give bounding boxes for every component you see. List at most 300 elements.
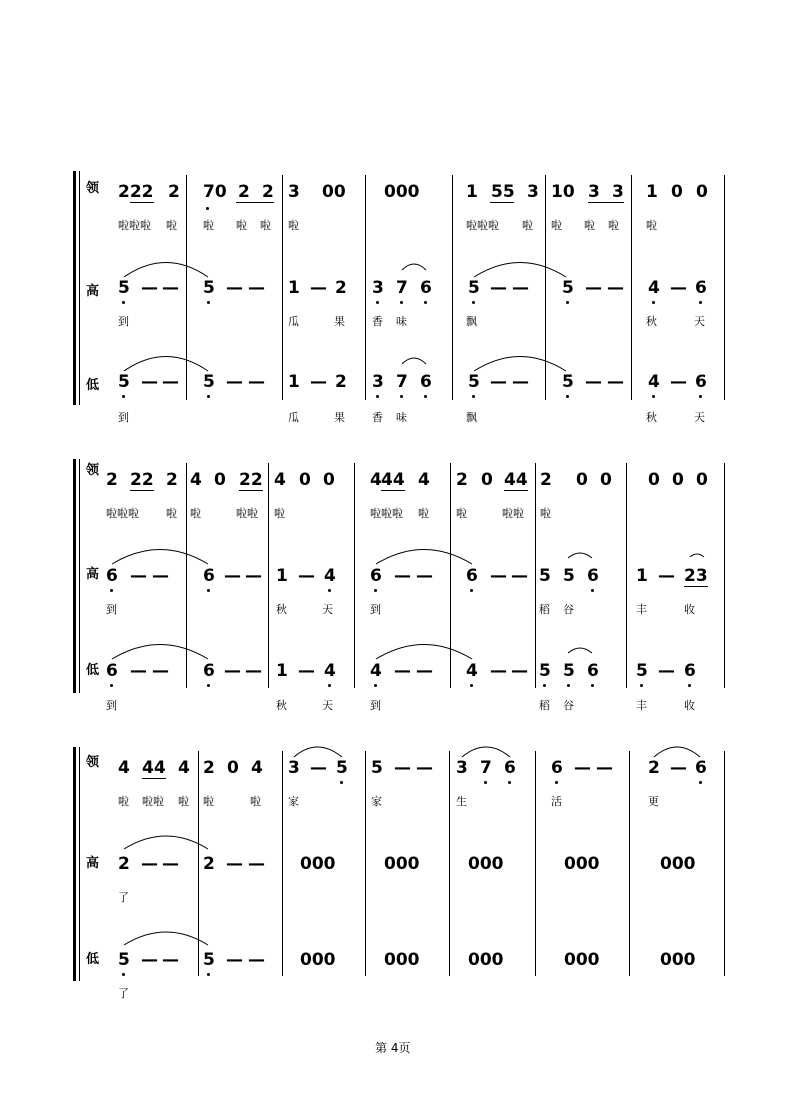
octave-dot xyxy=(591,684,594,687)
note: 3 xyxy=(372,278,384,298)
note: — xyxy=(152,566,169,586)
lyric: 啦 xyxy=(646,219,657,232)
lyric: 味 xyxy=(396,315,407,328)
barline xyxy=(724,751,725,976)
note: — xyxy=(224,661,241,681)
note: 0 xyxy=(481,470,493,490)
beam xyxy=(381,490,405,491)
system-bracket-inner xyxy=(79,747,80,981)
part-label-high: 高 xyxy=(86,856,100,871)
lyric: 瓜 xyxy=(288,411,299,424)
barline xyxy=(626,463,627,688)
system-bracket-inner xyxy=(79,459,80,693)
note: — xyxy=(130,566,147,586)
note: — xyxy=(490,278,507,298)
octave-dot xyxy=(400,301,403,304)
part-label-low: 低 xyxy=(86,378,100,393)
lyric: 谷 xyxy=(563,603,574,616)
note: 44 xyxy=(381,470,405,490)
lyric: 啦 xyxy=(456,507,467,520)
note: — xyxy=(245,661,262,681)
note: 6 xyxy=(370,566,382,586)
lyric: 啦 xyxy=(551,219,562,232)
note: 5 xyxy=(563,661,575,681)
note: 6 xyxy=(466,566,478,586)
note: — xyxy=(658,661,675,681)
part-label-lead: 领 xyxy=(86,181,100,196)
note: 000 xyxy=(300,950,336,970)
lyric: 啦 xyxy=(203,219,214,232)
lyric: 家 xyxy=(288,795,299,808)
lyric: 到 xyxy=(118,315,129,328)
note: 3 xyxy=(372,372,384,392)
note: — xyxy=(310,278,327,298)
lyric: 更 xyxy=(648,795,659,808)
note: — xyxy=(585,372,602,392)
note: 1 xyxy=(288,372,300,392)
lyric: 天 xyxy=(322,603,333,616)
barline xyxy=(545,175,546,400)
note: 2 xyxy=(262,182,274,202)
note: — xyxy=(226,372,243,392)
barline xyxy=(282,175,283,400)
note: 0 xyxy=(672,470,684,490)
note: 0 xyxy=(696,182,708,202)
note: 3 xyxy=(588,182,600,202)
octave-dot xyxy=(555,781,558,784)
part-label-high: 高 xyxy=(86,284,100,299)
lyric: 收 xyxy=(684,699,695,712)
lyric: 啦 xyxy=(166,219,177,232)
note: 7 xyxy=(396,372,408,392)
note: 0 xyxy=(214,470,226,490)
lyric: 生 xyxy=(456,795,467,808)
lyric: 飘 xyxy=(466,411,477,424)
note: 2 xyxy=(648,758,660,778)
beam xyxy=(130,490,154,491)
note: — xyxy=(416,758,433,778)
octave-dot xyxy=(110,684,113,687)
note: 4 xyxy=(324,566,336,586)
note: 5 xyxy=(203,372,215,392)
lyric: 啦 xyxy=(418,507,429,520)
note: 6 xyxy=(420,372,432,392)
note: — xyxy=(310,758,327,778)
note: 4 xyxy=(118,758,130,778)
note: 6 xyxy=(420,278,432,298)
note: — xyxy=(310,372,327,392)
note: — xyxy=(141,950,158,970)
octave-dot xyxy=(472,301,475,304)
note: 55 xyxy=(491,182,515,202)
octave-dot xyxy=(688,684,691,687)
note: 10 xyxy=(551,182,575,202)
lyric: 收 xyxy=(684,603,695,616)
note: 44 xyxy=(504,470,528,490)
note: 4 xyxy=(251,758,263,778)
lyric: 到 xyxy=(370,699,381,712)
barline xyxy=(724,175,725,400)
note: 2 xyxy=(238,182,250,202)
barline xyxy=(535,751,536,976)
note: 5 xyxy=(562,372,574,392)
note: 5 xyxy=(539,661,551,681)
barline xyxy=(365,175,366,400)
note: 0 xyxy=(323,470,335,490)
note: 000 xyxy=(468,950,504,970)
note: 6 xyxy=(695,758,707,778)
note: 00 xyxy=(322,182,346,202)
lyric: 啦 xyxy=(250,795,261,808)
lyric: 啦啦 xyxy=(236,507,258,520)
lyric: 啦啦啦 xyxy=(118,219,151,232)
octave-dot xyxy=(424,395,427,398)
note: — xyxy=(596,758,613,778)
note: 5 xyxy=(371,758,383,778)
note: 6 xyxy=(587,661,599,681)
note: 2 xyxy=(118,854,130,874)
note: 0 xyxy=(576,470,588,490)
note: 1 xyxy=(288,278,300,298)
note: 2 xyxy=(540,470,552,490)
lyric: 到 xyxy=(106,603,117,616)
note: 5 xyxy=(562,278,574,298)
lyric: 瓜 xyxy=(288,315,299,328)
lyric: 天 xyxy=(322,699,333,712)
lyric: 到 xyxy=(370,603,381,616)
lyric: 啦 xyxy=(608,219,619,232)
note: 5 xyxy=(539,566,551,586)
lyric: 香 xyxy=(372,315,383,328)
note: 4 xyxy=(178,758,190,778)
part-label-lead: 领 xyxy=(86,463,100,478)
lyric: 秋 xyxy=(276,699,287,712)
lyric: 稻 xyxy=(539,699,550,712)
note: — xyxy=(152,661,169,681)
note: 7 xyxy=(480,758,492,778)
note: — xyxy=(130,661,147,681)
octave-dot xyxy=(508,781,511,784)
note: — xyxy=(224,566,241,586)
note: 44 xyxy=(142,758,166,778)
octave-dot xyxy=(566,301,569,304)
lyric: 香 xyxy=(372,411,383,424)
note: 000 xyxy=(468,854,504,874)
barline xyxy=(724,463,725,688)
lyric: 啦 xyxy=(166,507,177,520)
note: 5 xyxy=(203,950,215,970)
octave-dot xyxy=(376,395,379,398)
note: 0 xyxy=(299,470,311,490)
lyric: 啦 xyxy=(203,795,214,808)
note: — xyxy=(226,278,243,298)
note: — xyxy=(394,566,411,586)
note: 3 xyxy=(288,758,300,778)
note: — xyxy=(245,566,262,586)
note: 2 xyxy=(335,372,347,392)
system-bracket xyxy=(73,747,76,981)
note: 2 xyxy=(203,758,215,778)
note: — xyxy=(512,372,529,392)
note: 1 xyxy=(646,182,658,202)
note: 22 xyxy=(239,470,263,490)
beam xyxy=(490,202,514,203)
beam xyxy=(130,202,154,203)
octave-dot xyxy=(207,395,210,398)
note: 3 xyxy=(527,182,539,202)
octave-dot xyxy=(699,781,702,784)
lyric: 到 xyxy=(106,699,117,712)
note: — xyxy=(658,566,675,586)
barline xyxy=(449,751,450,976)
octave-dot xyxy=(122,301,125,304)
note: — xyxy=(512,278,529,298)
octave-dot xyxy=(340,781,343,784)
note: — xyxy=(226,950,243,970)
lyric: 啦 xyxy=(288,219,299,232)
note: — xyxy=(416,661,433,681)
note: 22 xyxy=(130,470,154,490)
note: — xyxy=(511,566,528,586)
octave-dot xyxy=(424,301,427,304)
lyric: 味 xyxy=(396,411,407,424)
octave-dot xyxy=(207,301,210,304)
lyric: 啦 xyxy=(274,507,285,520)
note: 6 xyxy=(551,758,563,778)
lyric: 谷 xyxy=(563,699,574,712)
note: 2 xyxy=(203,854,215,874)
octave-dot xyxy=(484,781,487,784)
note: 5 xyxy=(468,372,480,392)
beam xyxy=(504,490,528,491)
octave-dot xyxy=(699,395,702,398)
lyric: 活 xyxy=(551,795,562,808)
lyric: 啦啦 xyxy=(142,795,164,808)
barline xyxy=(198,751,199,976)
octave-dot xyxy=(470,589,473,592)
note: 0 xyxy=(648,470,660,490)
lyric: 秋 xyxy=(646,315,657,328)
note: — xyxy=(490,372,507,392)
note: 4 xyxy=(274,470,286,490)
note: — xyxy=(394,661,411,681)
note: 2 xyxy=(335,278,347,298)
note: 4 xyxy=(648,278,660,298)
note: 6 xyxy=(587,566,599,586)
octave-dot xyxy=(374,589,377,592)
note: 4 xyxy=(370,470,382,490)
barline xyxy=(282,751,283,976)
note: 6 xyxy=(106,566,118,586)
lyric: 啦 xyxy=(260,219,271,232)
octave-dot xyxy=(567,684,570,687)
note: 4 xyxy=(190,470,202,490)
barline xyxy=(452,175,453,400)
note: 000 xyxy=(300,854,336,874)
note: 000 xyxy=(384,182,420,202)
barline xyxy=(450,463,451,688)
lyric: 秋 xyxy=(276,603,287,616)
note: 5 xyxy=(118,372,130,392)
note: — xyxy=(416,566,433,586)
note: — xyxy=(298,566,315,586)
note: 2 xyxy=(456,470,468,490)
note: — xyxy=(394,758,411,778)
note: 5 xyxy=(563,566,575,586)
barline xyxy=(629,751,630,976)
note: — xyxy=(298,661,315,681)
lyric: 啦 xyxy=(540,507,551,520)
octave-dot xyxy=(591,589,594,592)
octave-dot xyxy=(566,395,569,398)
note: 3 xyxy=(288,182,300,202)
octave-dot xyxy=(374,684,377,687)
barline xyxy=(186,175,187,400)
part-label-low: 低 xyxy=(86,952,100,967)
octave-dot xyxy=(328,589,331,592)
note: — xyxy=(490,661,507,681)
system-bracket xyxy=(73,459,76,693)
note: — xyxy=(248,372,265,392)
note: — xyxy=(670,372,687,392)
note: 000 xyxy=(660,854,696,874)
octave-dot xyxy=(652,395,655,398)
lyric: 果 xyxy=(334,411,345,424)
octave-dot xyxy=(472,395,475,398)
note: — xyxy=(162,950,179,970)
note: — xyxy=(607,372,624,392)
note: — xyxy=(670,278,687,298)
note: 1 xyxy=(276,566,288,586)
lyric: 果 xyxy=(334,315,345,328)
barline xyxy=(354,463,355,688)
note: 3 xyxy=(456,758,468,778)
lyric: 飘 xyxy=(466,315,477,328)
octave-dot xyxy=(122,395,125,398)
note: 5 xyxy=(468,278,480,298)
note: 4 xyxy=(370,661,382,681)
beam xyxy=(236,202,274,203)
lyric: 啦 xyxy=(584,219,595,232)
page-number: 第 4页 xyxy=(375,1041,411,1055)
note: 4 xyxy=(466,661,478,681)
lyric: 天 xyxy=(694,315,705,328)
note: 6 xyxy=(504,758,516,778)
note: — xyxy=(511,661,528,681)
lyric: 天 xyxy=(694,411,705,424)
barline xyxy=(268,463,269,688)
beam xyxy=(142,778,166,779)
note: 5 xyxy=(203,278,215,298)
note: 6 xyxy=(203,566,215,586)
note: — xyxy=(141,854,158,874)
octave-dot xyxy=(400,395,403,398)
note: 0 xyxy=(227,758,239,778)
note: 7 xyxy=(396,278,408,298)
barline xyxy=(365,751,366,976)
lyric: 稻 xyxy=(539,603,550,616)
note: 222 xyxy=(118,182,154,202)
note: 1 xyxy=(636,566,648,586)
note: — xyxy=(162,372,179,392)
note: 2 xyxy=(168,182,180,202)
octave-dot xyxy=(122,973,125,976)
part-label-lead: 领 xyxy=(86,755,100,770)
lyric: 啦 xyxy=(236,219,247,232)
note: 000 xyxy=(384,950,420,970)
lyric: 丰 xyxy=(636,699,647,712)
lyric: 啦啦啦 xyxy=(370,507,403,520)
barline xyxy=(535,463,536,688)
octave-dot xyxy=(376,301,379,304)
note: 1 xyxy=(466,182,478,202)
note: 4 xyxy=(418,470,430,490)
lyric: 了 xyxy=(118,891,129,904)
lyric: 啦啦啦 xyxy=(106,507,139,520)
lyric: 啦 xyxy=(522,219,533,232)
note: 5 xyxy=(118,950,130,970)
note: 5 xyxy=(336,758,348,778)
note: 70 xyxy=(203,182,227,202)
note: — xyxy=(141,372,158,392)
note: 4 xyxy=(648,372,660,392)
octave-dot xyxy=(206,207,209,210)
note: — xyxy=(585,278,602,298)
note: — xyxy=(248,950,265,970)
beam xyxy=(684,586,708,587)
note: — xyxy=(141,278,158,298)
note: 6 xyxy=(106,661,118,681)
note: 6 xyxy=(684,661,696,681)
beam xyxy=(588,202,624,203)
lyric: 啦啦啦 xyxy=(466,219,499,232)
note: 1 xyxy=(276,661,288,681)
note: 000 xyxy=(660,950,696,970)
note: — xyxy=(226,854,243,874)
octave-dot xyxy=(699,301,702,304)
note: — xyxy=(248,278,265,298)
octave-dot xyxy=(652,301,655,304)
note: — xyxy=(670,758,687,778)
note: 6 xyxy=(695,278,707,298)
note: 4 xyxy=(324,661,336,681)
octave-dot xyxy=(207,973,210,976)
note: 0 xyxy=(600,470,612,490)
lyric: 啦 xyxy=(190,507,201,520)
lyric: 啦啦 xyxy=(502,507,524,520)
lyric: 了 xyxy=(118,987,129,1000)
note: — xyxy=(574,758,591,778)
note: — xyxy=(490,566,507,586)
lyric: 啦 xyxy=(118,795,129,808)
lyric: 家 xyxy=(371,795,382,808)
note: 000 xyxy=(564,854,600,874)
note: 5 xyxy=(636,661,648,681)
note: 2 xyxy=(106,470,118,490)
part-label-high: 高 xyxy=(86,567,100,582)
note: 6 xyxy=(695,372,707,392)
octave-dot xyxy=(207,684,210,687)
note: 000 xyxy=(384,854,420,874)
system-bracket-inner xyxy=(79,171,80,405)
octave-dot xyxy=(640,684,643,687)
octave-dot xyxy=(110,589,113,592)
note: — xyxy=(607,278,624,298)
note: 0 xyxy=(696,470,708,490)
note: — xyxy=(162,854,179,874)
lyric: 到 xyxy=(118,411,129,424)
lyric: 啦 xyxy=(178,795,189,808)
